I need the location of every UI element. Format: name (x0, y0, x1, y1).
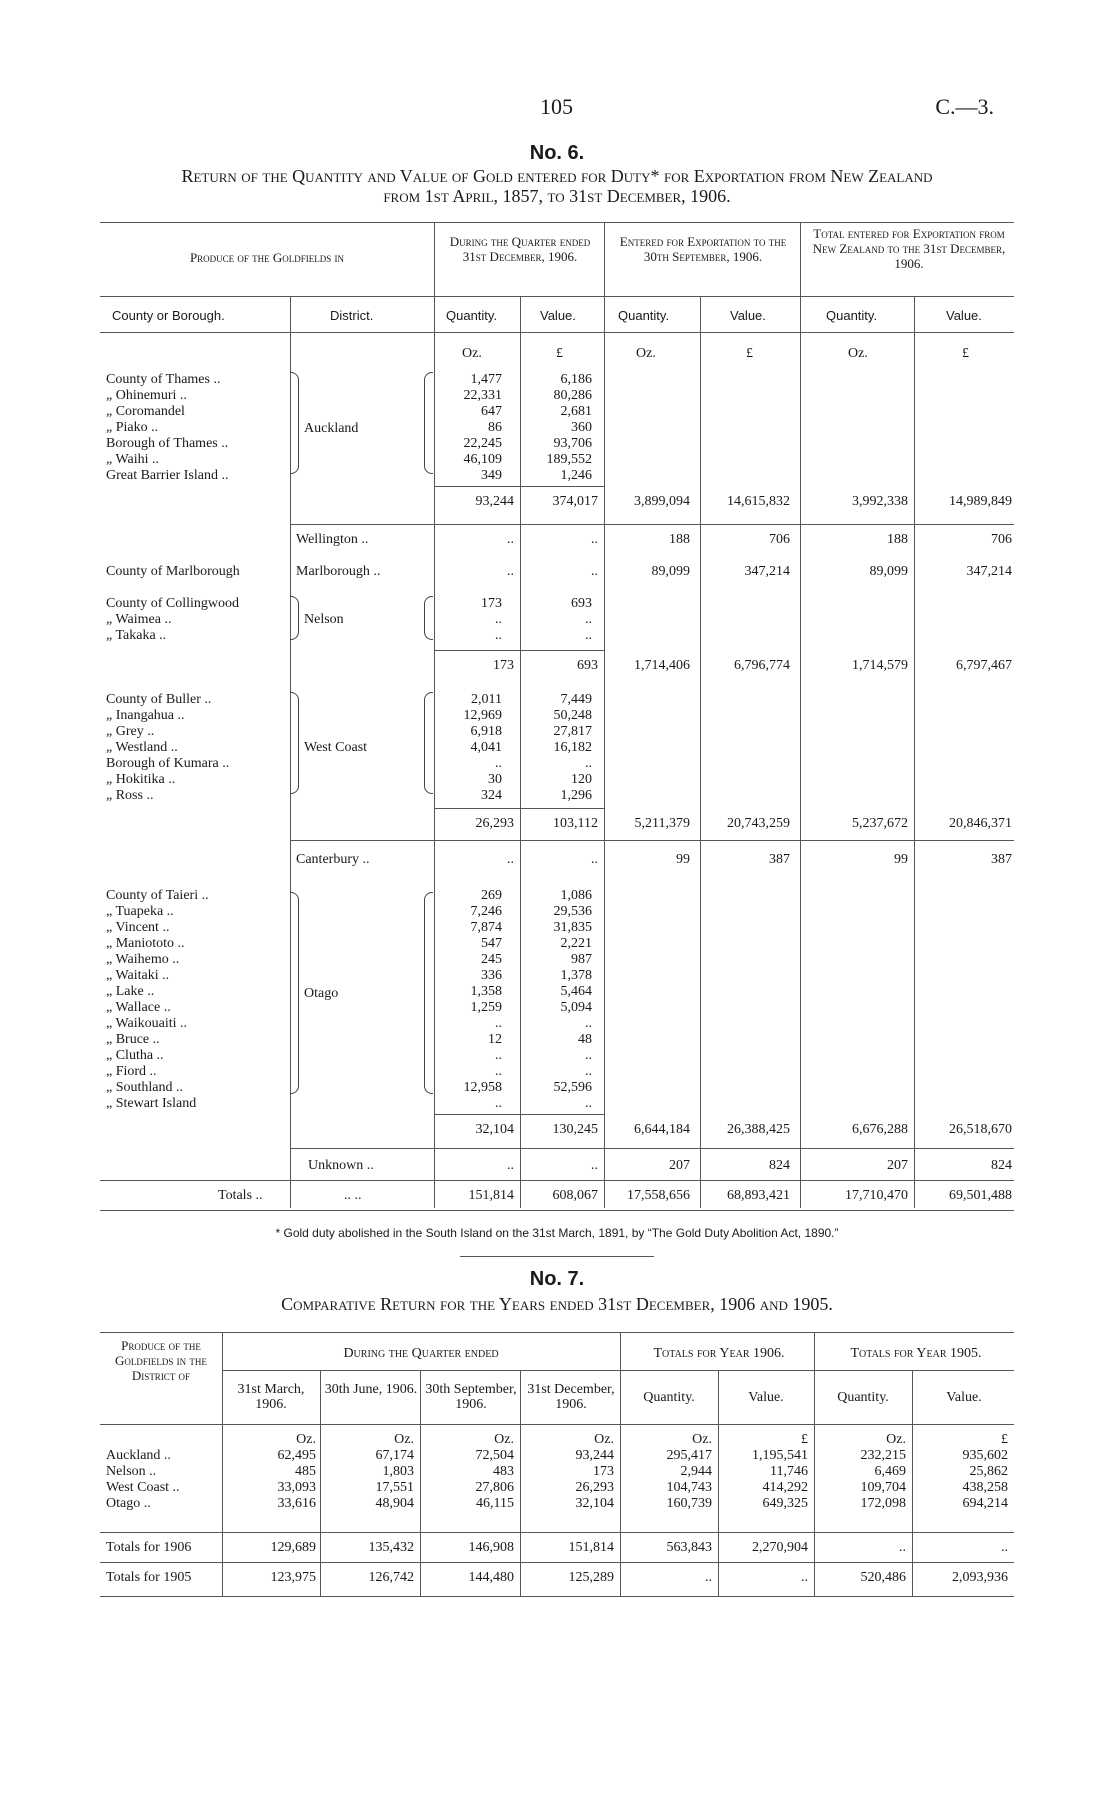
westcoast-county-name: „ Westland .. (106, 740, 178, 755)
auckland-county-name: „ Ohinemuri .. (106, 388, 187, 403)
sub-value-2: Value. (730, 308, 766, 323)
nelson-subtotal-value: 693 (577, 658, 598, 673)
auckland-row-quantity: 22,245 (463, 436, 502, 451)
totals-total-value: 69,501,488 (949, 1188, 1012, 1203)
canterbury-total-value: 387 (991, 852, 1012, 867)
sub-value-3: Value. (946, 308, 982, 323)
t7-sub-jun: 30th June, 1906. (324, 1382, 418, 1397)
otago-row-value: 1,086 (560, 888, 592, 903)
westcoast-county-name: County of Buller .. (106, 692, 212, 707)
t7-sub-value-1905: Value. (946, 1390, 982, 1405)
nelson-county-name: „ Takaka .. (106, 628, 167, 643)
otago-row-value: .. (585, 1096, 592, 1111)
otago-brace-right (424, 892, 433, 1094)
otago-row-quantity: .. (495, 1048, 502, 1063)
auckland-row-value: 2,681 (560, 404, 592, 419)
westcoast-subtotal-entered-quantity: 5,211,379 (634, 816, 690, 831)
otago-row-value: 29,536 (553, 904, 592, 919)
t7-total1905-cell: .. (705, 1570, 712, 1585)
t7-vline-dec (620, 1332, 621, 1596)
t7-cell: 160,739 (666, 1496, 712, 1511)
t7-cell: 62,495 (277, 1448, 316, 1463)
otago-county-name: „ Clutha .. (106, 1048, 164, 1063)
t7-vline-produce (222, 1332, 223, 1596)
auckland-row-quantity: 349 (481, 468, 502, 483)
unit-oz-1: Oz. (462, 346, 482, 361)
otago-row-value: 5,464 (560, 984, 592, 999)
otago-county-name: „ Waikouaiti .. (106, 1016, 188, 1031)
wellington-entered-quantity: 188 (669, 532, 690, 547)
unknown-quantity: .. (507, 1158, 514, 1173)
westcoast-county-name: „ Grey .. (106, 724, 155, 739)
t7-total1906-cell: 135,432 (368, 1540, 414, 1555)
auckland-county-name: Great Barrier Island .. (106, 468, 229, 483)
t7-cell: 109,704 (860, 1480, 906, 1495)
t7-cell: 32,104 (575, 1496, 614, 1511)
nelson-subtotal-entered-value: 6,796,774 (734, 658, 790, 673)
table7-header-rule (100, 1424, 1014, 1425)
otago-subtotal-value: 130,245 (552, 1122, 598, 1137)
district-westcoast: West Coast (304, 740, 368, 755)
westcoast-row-value: 27,817 (553, 724, 592, 739)
otago-sum-rule (434, 1114, 604, 1115)
t7-total1905-label: Totals for 1905 (106, 1570, 192, 1585)
marlborough-quantity: .. (507, 564, 514, 579)
otago-county-name: „ Stewart Island (106, 1096, 197, 1111)
t7-col-1905: Totals for Year 1905. (850, 1346, 982, 1361)
nelson-row-value: .. (585, 612, 592, 627)
t7-sub-quantity-1905: Quantity. (837, 1390, 889, 1405)
otago-row-value: 2,221 (560, 936, 592, 951)
t7-cell: 67,174 (375, 1448, 414, 1463)
canterbury-entered-quantity: 99 (676, 852, 690, 867)
westcoast-county-name: „ Ross .. (106, 788, 154, 803)
t7-cell: 33,616 (277, 1496, 316, 1511)
table6-vline-2 (604, 222, 605, 1208)
otago-county-name: „ Fiord .. (106, 1064, 157, 1079)
t7-unit: Oz. (886, 1432, 906, 1447)
auckland-brace (290, 372, 299, 474)
otago-county-name: „ Bruce .. (106, 1032, 160, 1047)
table6-title-line2: from 1st April, 1857, to 31st December, 1906. (383, 186, 731, 206)
canterbury-value: .. (591, 852, 598, 867)
t7-unit: £ (1001, 1432, 1008, 1447)
table6-number: No. 6. (529, 142, 585, 164)
otago-row-quantity: 1,259 (470, 1000, 502, 1015)
t7-unit: Oz. (394, 1432, 414, 1447)
otago-county-name: „ Vincent .. (106, 920, 170, 935)
t7-cell: 6,469 (874, 1464, 906, 1479)
district-nelson: Nelson (304, 612, 344, 627)
unknown-total-value: 824 (991, 1158, 1012, 1173)
otago-row-quantity: .. (495, 1064, 502, 1079)
westcoast-row-quantity: 2,011 (471, 692, 502, 707)
otago-subtotal-total-quantity: 6,676,288 (852, 1122, 908, 1137)
auckland-subtotal-entered-value: 14,615,832 (727, 494, 790, 509)
otago-row-value: 52,596 (553, 1080, 592, 1095)
totals-quantity: 151,814 (468, 1188, 514, 1203)
otago-row-quantity: 12,958 (463, 1080, 502, 1095)
wellington-total-value: 706 (991, 532, 1012, 547)
t7-cell: 2,944 (680, 1464, 712, 1479)
t7-totals1906-rule (100, 1532, 1014, 1533)
document-reference: C.—3. (935, 94, 994, 119)
t7-total1905-cell: 144,480 (468, 1570, 514, 1585)
westcoast-row-value: 50,248 (553, 708, 592, 723)
westcoast-brace-right (424, 692, 433, 794)
t7-cell: 935,602 (962, 1448, 1008, 1463)
unit-oz-3: Oz. (848, 346, 868, 361)
t7-total1905-cell: 2,093,936 (952, 1570, 1008, 1585)
auckland-row-value: 360 (571, 420, 592, 435)
auckland-county-name: „ Coromandel (106, 404, 185, 419)
t7-cell: 46,115 (476, 1496, 514, 1511)
auckland-subtotal-total-value: 14,989,849 (949, 494, 1012, 509)
otago-row-quantity: 1,358 (470, 984, 502, 999)
t7-unit: Oz. (296, 1432, 316, 1447)
t7-cell: 173 (593, 1464, 614, 1479)
canterbury-total-quantity: 99 (894, 852, 908, 867)
westcoast-row-value: 16,182 (553, 740, 592, 755)
t7-total1905-cell: 520,486 (860, 1570, 906, 1585)
unknown-value: .. (591, 1158, 598, 1173)
nelson-county-name: „ Waimea .. (106, 612, 172, 627)
t7-total1905-cell: 123,975 (270, 1570, 316, 1585)
t7-sub-value-1906: Value. (748, 1390, 784, 1405)
otago-row-quantity: 7,246 (470, 904, 502, 919)
otago-county-name: „ Tuapeka .. (106, 904, 174, 919)
sub-district-header: District. (330, 308, 374, 323)
westcoast-row-quantity: .. (495, 756, 502, 771)
westcoast-subtotal-entered-value: 20,743,259 (727, 816, 790, 831)
nelson-subtotal-total-quantity: 1,714,579 (852, 658, 908, 673)
auckland-subtotal-total-quantity: 3,992,338 (852, 494, 908, 509)
nelson-brace (290, 596, 299, 640)
wellington-rule (290, 524, 1014, 525)
sub-quantity-2: Quantity. (618, 308, 670, 323)
nelson-subtotal-quantity: 173 (493, 658, 514, 673)
t7-cell: 25,862 (969, 1464, 1008, 1479)
t7-sub-dec: 31st December, 1906. (527, 1382, 615, 1412)
t7-district-name: Auckland .. (106, 1448, 171, 1463)
table6-vline-3 (800, 222, 801, 1208)
sub-value-1: Value. (540, 308, 576, 323)
col-total-header: Total entered for Exportation from New Zealand to the 31st December, 1906. (812, 226, 1006, 271)
table7-group-rule (222, 1370, 1014, 1371)
otago-subtotal-entered-value: 26,388,425 (727, 1122, 790, 1137)
auckland-row-value: 80,286 (553, 388, 592, 403)
otago-row-value: 1,378 (560, 968, 592, 983)
t7-cell: 72,504 (475, 1448, 514, 1463)
auckland-row-quantity: 647 (481, 404, 502, 419)
footnote: * Gold duty abolished in the South Island on the 31st March, 1891, by “The Gold Duty Abolition Act, 1890.” (275, 1226, 839, 1240)
t7-sub-mar: 31st March, 1906. (237, 1382, 305, 1412)
otago-row-quantity: 336 (481, 968, 502, 983)
auckland-county-name: „ Piako .. (106, 420, 159, 435)
westcoast-row-quantity: 324 (481, 788, 502, 803)
district-marlborough: Marlborough .. (296, 564, 381, 579)
totals-entered-quantity: 17,558,656 (627, 1188, 690, 1203)
westcoast-row-value: 1,296 (560, 788, 592, 803)
t7-cell: 483 (493, 1464, 514, 1479)
marlborough-entered-value: 347,214 (744, 564, 790, 579)
sub-quantity-3: Quantity. (826, 308, 878, 323)
westcoast-row-value: .. (585, 756, 592, 771)
t7-cell: 694,214 (962, 1496, 1008, 1511)
nelson-sum-rule (434, 650, 604, 651)
section-divider (460, 1256, 654, 1257)
t7-cell: 295,417 (666, 1448, 712, 1463)
westcoast-subtotal-total-quantity: 5,237,672 (852, 816, 908, 831)
table6-bottom-rule (100, 1210, 1014, 1211)
wellington-quantity: .. (507, 532, 514, 547)
unknown-rule (290, 1148, 1014, 1149)
t7-district-name: Nelson .. (106, 1464, 157, 1479)
t7-total1905-cell: 125,289 (568, 1570, 614, 1585)
nelson-brace-right (424, 596, 433, 640)
wellington-value: .. (591, 532, 598, 547)
auckland-row-value: 189,552 (546, 452, 592, 467)
otago-county-name: „ Lake .. (106, 984, 155, 999)
t7-cell: 438,258 (962, 1480, 1008, 1495)
westcoast-subtotal-quantity: 26,293 (475, 816, 514, 831)
nelson-subtotal-entered-quantity: 1,714,406 (634, 658, 690, 673)
otago-row-value: .. (585, 1016, 592, 1031)
t7-cell: 11,746 (770, 1464, 808, 1479)
district-wellington: Wellington .. (296, 532, 369, 547)
auckland-brace-right (424, 372, 433, 474)
otago-county-name: „ Maniototo .. (106, 936, 185, 951)
otago-brace (290, 892, 299, 1094)
t7-cell: 1,803 (382, 1464, 414, 1479)
unit-pound-3: £ (962, 346, 969, 361)
nelson-row-value: 693 (571, 596, 592, 611)
otago-row-value: .. (585, 1048, 592, 1063)
otago-county-name: „ Waihemo .. (106, 952, 180, 967)
t7-unit: Oz. (692, 1432, 712, 1447)
otago-row-value: 5,094 (560, 1000, 592, 1015)
t7-col-quarter: During the Quarter ended (343, 1346, 499, 1361)
auckland-sum-rule (434, 486, 604, 487)
nelson-row-quantity: 173 (481, 596, 502, 611)
nelson-subtotal-total-value: 6,797,467 (956, 658, 1012, 673)
t7-unit: Oz. (494, 1432, 514, 1447)
t7-cell: 26,293 (575, 1480, 614, 1495)
totals-total-quantity: 17,710,470 (845, 1188, 908, 1203)
westcoast-brace (290, 692, 299, 794)
t7-cell: 649,325 (762, 1496, 808, 1511)
westcoast-county-name: „ Inangahua .. (106, 708, 185, 723)
canterbury-entered-value: 387 (769, 852, 790, 867)
wellington-total-quantity: 188 (887, 532, 908, 547)
t7-district-name: West Coast .. (106, 1480, 180, 1495)
marlborough-total-value: 347,214 (966, 564, 1012, 579)
t7-cell: 93,244 (575, 1448, 614, 1463)
t7-cell: 485 (295, 1464, 316, 1479)
auckland-subtotal-quantity: 93,244 (475, 494, 514, 509)
t7-total1906-cell: 563,843 (666, 1540, 712, 1555)
t7-district-name: Otago .. (106, 1496, 151, 1511)
totals-rule (100, 1180, 1014, 1181)
westcoast-subtotal-value: 103,112 (553, 816, 598, 831)
t7-cell: 104,743 (666, 1480, 712, 1495)
otago-subtotal-entered-quantity: 6,644,184 (634, 1122, 690, 1137)
otago-county-name: „ Wallace .. (106, 1000, 171, 1015)
nelson-row-quantity: .. (495, 612, 502, 627)
t7-total1906-label: Totals for 1906 (106, 1540, 192, 1555)
t7-cell: 172,098 (860, 1496, 906, 1511)
table6-subheader-rule (100, 332, 1014, 333)
unknown-entered-value: 824 (769, 1158, 790, 1173)
unit-oz-2: Oz. (636, 346, 656, 361)
auckland-county-name: Borough of Thames .. (106, 436, 229, 451)
t7-total1906-cell: 129,689 (270, 1540, 316, 1555)
t7-total1905-cell: 126,742 (368, 1570, 414, 1585)
auckland-row-quantity: 46,109 (463, 452, 502, 467)
table6-vline-q2 (700, 296, 701, 1208)
westcoast-county-name: „ Hokitika .. (106, 772, 176, 787)
t7-cell: 48,904 (375, 1496, 414, 1511)
t7-total1906-cell: 151,814 (568, 1540, 614, 1555)
auckland-county-name: „ Waihi .. (106, 452, 160, 467)
westcoast-row-quantity: 4,041 (470, 740, 502, 755)
canterbury-quantity: .. (507, 852, 514, 867)
westcoast-row-value: 120 (571, 772, 592, 787)
otago-row-quantity: .. (495, 1016, 502, 1031)
auckland-county-name: County of Thames .. (106, 372, 221, 387)
westcoast-subtotal-total-value: 20,846,371 (949, 816, 1012, 831)
col-entered-header: Entered for Exportation to the 30th September, 1906. (619, 234, 787, 264)
otago-subtotal-quantity: 32,104 (475, 1122, 514, 1137)
westcoast-row-quantity: 30 (488, 772, 502, 787)
otago-row-value: 48 (578, 1032, 592, 1047)
t7-total1906-cell: .. (899, 1540, 906, 1555)
county-marlborough: County of Marlborough (106, 564, 240, 579)
otago-county-name: County of Taieri .. (106, 888, 209, 903)
westcoast-sum-rule (434, 808, 604, 809)
westcoast-row-value: 7,449 (560, 692, 592, 707)
auckland-subtotal-value: 374,017 (552, 494, 598, 509)
westcoast-row-quantity: 12,969 (463, 708, 502, 723)
t7-vline-1906 (814, 1332, 815, 1596)
district-canterbury: Canterbury .. (296, 852, 370, 867)
nelson-county-name: County of Collingwood (106, 596, 240, 611)
t7-sub-sep: 30th September, 1906. (425, 1382, 517, 1412)
auckland-row-quantity: 1,477 (470, 372, 502, 387)
nelson-row-value: .. (585, 628, 592, 643)
totals-district: .. .. (344, 1188, 362, 1203)
marlborough-entered-quantity: 89,099 (651, 564, 690, 579)
t7-total1905-cell: .. (801, 1570, 808, 1585)
t7-sub-quantity-1906: Quantity. (643, 1390, 695, 1405)
table6-vline-q3 (914, 296, 915, 1208)
marlborough-total-quantity: 89,099 (869, 564, 908, 579)
t7-total1906-cell: 146,908 (468, 1540, 514, 1555)
t7-col-1906: Totals for Year 1906. (653, 1346, 785, 1361)
otago-county-name: „ Waitaki .. (106, 968, 170, 983)
otago-row-quantity: 245 (481, 952, 502, 967)
totals-value: 608,067 (552, 1188, 598, 1203)
table7-number: No. 7. (529, 1268, 585, 1290)
unknown-entered-quantity: 207 (669, 1158, 690, 1173)
otago-row-quantity: 7,874 (470, 920, 502, 935)
auckland-subtotal-entered-quantity: 3,899,094 (634, 494, 690, 509)
otago-row-value: 31,835 (553, 920, 592, 935)
otago-row-quantity: 547 (481, 936, 502, 951)
otago-row-value: .. (585, 1064, 592, 1079)
otago-row-quantity: .. (495, 1096, 502, 1111)
table7-title: Comparative Return for the Years ended 31st December, 1906 and 1905. (281, 1294, 833, 1314)
district-otago: Otago (304, 986, 339, 1001)
table6-header-rule (100, 296, 1014, 297)
t7-cell: 1,195,541 (752, 1448, 808, 1463)
auckland-row-quantity: 22,331 (463, 388, 502, 403)
t7-cell: 27,806 (475, 1480, 514, 1495)
totals-label: Totals .. (218, 1188, 263, 1203)
page-number: 105 (540, 94, 573, 119)
auckland-row-quantity: 86 (488, 420, 502, 435)
t7-cell: 414,292 (762, 1480, 808, 1495)
t7-cell: 232,215 (860, 1448, 906, 1463)
t7-unit: £ (801, 1432, 808, 1447)
otago-row-quantity: 269 (481, 888, 502, 903)
t7-cell: 33,093 (277, 1480, 316, 1495)
t7-total1906-cell: .. (1001, 1540, 1008, 1555)
otago-row-quantity: 12 (488, 1032, 502, 1047)
westcoast-county-name: Borough of Kumara .. (106, 756, 230, 771)
wellington-entered-value: 706 (769, 532, 790, 547)
auckland-row-value: 1,246 (560, 468, 592, 483)
t7-unit: Oz. (594, 1432, 614, 1447)
marlborough-value: .. (591, 564, 598, 579)
district-unknown: Unknown .. (308, 1158, 374, 1173)
district-auckland: Auckland (304, 421, 359, 436)
unit-pound-1: £ (556, 346, 563, 361)
otago-county-name: „ Southland .. (106, 1080, 183, 1095)
unknown-total-quantity: 207 (887, 1158, 908, 1173)
westcoast-row-quantity: 6,918 (470, 724, 502, 739)
nelson-row-quantity: .. (495, 628, 502, 643)
otago-subtotal-total-value: 26,518,670 (949, 1122, 1012, 1137)
sub-county-header: County or Borough. (112, 308, 225, 323)
auckland-row-value: 93,706 (553, 436, 592, 451)
table6-title-line1: Return of the Quantity and Value of Gold entered for Duty* for Exportation from New Zealand (181, 166, 933, 186)
t7-cell: 17,551 (375, 1480, 414, 1495)
col-quarter-header: During the Quarter ended 31st December, 1906. (449, 234, 591, 264)
sub-quantity-1: Quantity. (446, 308, 498, 323)
canterbury-rule (290, 840, 1014, 841)
unit-pound-2: £ (746, 346, 753, 361)
t7-total1906-cell: 2,270,904 (752, 1540, 808, 1555)
table7-bottom-rule (100, 1596, 1014, 1597)
table7-top-rule (100, 1332, 1014, 1333)
t7-col-produce: Produce of the Goldfields in the District of (115, 1338, 207, 1383)
t7-totals1905-rule (100, 1562, 1014, 1563)
auckland-row-value: 6,186 (560, 372, 592, 387)
table6-top-rule (100, 222, 1014, 223)
otago-row-value: 987 (571, 952, 592, 967)
col-produce-header: Produce of the Goldfields in (189, 250, 345, 265)
totals-entered-value: 68,893,421 (727, 1188, 790, 1203)
